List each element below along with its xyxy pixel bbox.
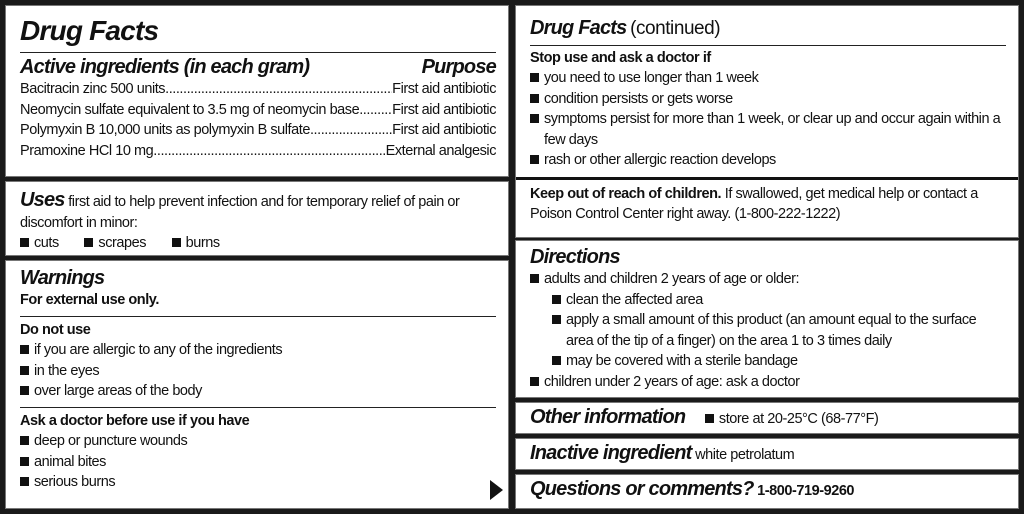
warnings-heading: Warnings — [20, 267, 105, 289]
do-not-use-heading: Do not use — [20, 321, 91, 338]
continued-suffix: (continued) — [630, 18, 721, 39]
uses-text: first aid to help prevent infection and for temporary relief of pain or discomfort in minor: — [20, 194, 460, 231]
purpose-heading: Purpose — [421, 56, 496, 78]
continued-panel — [515, 5, 1019, 238]
divider — [20, 407, 496, 408]
inactive-ingredient-panel — [515, 438, 1019, 470]
list-item: animal bites — [20, 452, 496, 473]
continued-title: Drug Facts — [530, 17, 627, 39]
warnings-panel — [5, 260, 509, 509]
list-item: serious burns — [20, 472, 496, 493]
ingredient-purpose: External analgesic — [385, 142, 496, 159]
questions-panel — [515, 474, 1019, 509]
keep-out-section — [530, 184, 1006, 225]
inactive-ingredient-text: white petrolatum — [695, 447, 795, 463]
list-item: if you are allergic to any of the ingredients — [20, 340, 496, 361]
list-item: adults and children 2 years of age or older: — [530, 269, 1006, 290]
page-title: Drug Facts — [20, 15, 159, 46]
divider — [20, 316, 496, 317]
keep-out-heading: Keep out of reach of children. — [530, 185, 722, 202]
list-item: burns — [172, 235, 220, 251]
stop-use-heading: Stop use and ask a doctor if — [530, 49, 711, 66]
list-item: scrapes — [84, 235, 146, 251]
bullet-icon — [20, 366, 29, 375]
ingredient-row — [20, 79, 496, 100]
active-ingredients-panel — [5, 5, 509, 177]
questions-phone: 1-800-719-9260 — [757, 483, 855, 499]
triangle-right-icon — [490, 480, 503, 500]
bullet-icon — [530, 73, 539, 82]
ingredient-name: Pramoxine HCl 10 mg — [20, 142, 154, 159]
bullet-icon — [530, 94, 539, 103]
list-item: cuts — [20, 235, 59, 251]
bullet-icon — [20, 477, 29, 486]
bullet-icon — [84, 238, 93, 247]
bullet-icon — [530, 377, 539, 386]
list-item: rash or other allergic reaction develops — [530, 150, 1006, 171]
list-item: in the eyes — [20, 361, 496, 382]
questions-heading: Questions or comments? — [530, 478, 754, 500]
list-item: clean the affected area — [530, 290, 1006, 311]
inactive-ingredient-heading: Inactive ingredient — [530, 442, 692, 464]
bullet-icon — [20, 345, 29, 354]
other-information-heading: Other information — [530, 406, 686, 428]
list-item: condition persists or gets worse — [530, 89, 1006, 110]
divider — [530, 45, 1006, 46]
external-use-text: For external use only. — [20, 292, 159, 308]
ingredient-purpose: First aid antibiotic — [392, 81, 496, 97]
bullet-icon — [530, 155, 539, 164]
ingredient-row — [20, 141, 496, 162]
bullet-icon — [20, 457, 29, 466]
active-ingredients-heading: Active ingredients (in each gram) — [20, 56, 310, 78]
ingredient-row — [20, 120, 496, 141]
ingredient-name: Bacitracin zinc 500 units — [20, 81, 166, 97]
ingredient-purpose: First aid antibiotic — [392, 101, 496, 118]
bullet-icon — [172, 238, 181, 247]
bullet-icon — [20, 386, 29, 395]
uses-panel — [5, 181, 509, 256]
directions-heading: Directions — [530, 246, 620, 268]
list-item: over large areas of the body — [20, 381, 496, 402]
ingredient-purpose: First aid antibiotic — [392, 122, 496, 138]
list-item: symptoms persist for more than 1 week, or clear up and occur again within a few days — [530, 109, 1006, 150]
bullet-icon — [705, 414, 714, 423]
uses-heading: Uses — [20, 189, 65, 211]
list-item: you need to use longer than 1 week — [530, 68, 1006, 89]
divider — [20, 52, 496, 53]
bullet-icon — [20, 436, 29, 445]
directions-panel — [515, 240, 1019, 398]
bullet-icon — [552, 315, 561, 324]
uses-list — [20, 233, 496, 254]
ingredient-name: Polymyxin B 10,000 units as polymyxin B sulfate — [20, 122, 310, 138]
other-information-panel — [515, 402, 1019, 434]
storage-text: store at 20-25°C (68-77°F) — [718, 411, 879, 427]
bullet-icon — [20, 238, 29, 247]
list-item: deep or puncture wounds — [20, 431, 496, 452]
keep-out-text: If swallowed, get medical help or contact a Poison Control Center right away. (1-800-222-1222) — [530, 185, 978, 222]
ingredient-row — [20, 100, 496, 121]
list-item: may be covered with a sterile bandage — [530, 351, 1006, 372]
ask-doctor-heading: Ask a doctor before use if you have — [20, 412, 250, 429]
bullet-icon — [530, 274, 539, 283]
bullet-icon — [552, 295, 561, 304]
bullet-icon — [530, 114, 539, 123]
list-item: children under 2 years of age: ask a doctor — [530, 372, 1006, 393]
ingredient-name: Neomycin sulfate equivalent to 3.5 mg of neomycin base — [20, 101, 360, 118]
list-item: apply a small amount of this product (an amount equal to the surface area of the tip of a finger) on the area 1 to 3 times daily — [530, 310, 1006, 351]
bullet-icon — [552, 356, 561, 365]
